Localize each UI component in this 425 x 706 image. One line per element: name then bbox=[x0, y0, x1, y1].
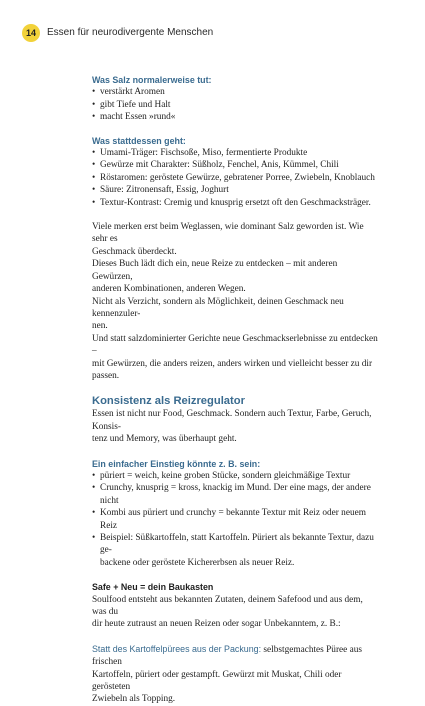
running-header-title: Essen für neurodivergente Menschen bbox=[47, 27, 214, 38]
section-title: Konsistenz als Reizregulator bbox=[92, 395, 245, 408]
text-line: nen. bbox=[92, 321, 108, 332]
text-line: Viele merken erst beim Weglassen, wie dominant Salz geworden ist. Wie sehr es bbox=[92, 222, 364, 245]
alternatives-list bbox=[92, 147, 379, 209]
list-item bbox=[92, 159, 379, 171]
list-item-text: Textur-Kontrast: Cremig und knusprig ersetzt oft den Geschmacksträger. bbox=[100, 197, 371, 208]
example-paragraph bbox=[92, 643, 379, 706]
list-item bbox=[92, 197, 379, 209]
text-line: mit Gewürzen, die anders reizen, anders wirken und vielleicht besser zu dir bbox=[92, 358, 373, 369]
list-item bbox=[92, 172, 379, 184]
text-line: Und statt salzdominierter Gerichte neue Geschmackserlebnisse zu entdecken – bbox=[92, 333, 378, 357]
salt-normal-list bbox=[92, 86, 379, 123]
list-item bbox=[92, 470, 379, 482]
list-item-text: • Beispiel: Süßkartoffeln, statt Kartoffeln. Püriert als bekannte Textur, dazu ge- bbox=[100, 533, 374, 556]
list-item-text: Säure: Zitronensaft, Essig, Joghurt bbox=[100, 185, 229, 196]
list-item bbox=[92, 482, 379, 507]
page-number-badge: 14 bbox=[22, 24, 40, 42]
list-item bbox=[92, 184, 379, 196]
list-item-text: püriert = weich, keine groben Stücke, sondern gleichmäßige Textur bbox=[100, 470, 351, 481]
text-line: tenz und Memory, was überhaupt geht. bbox=[92, 434, 237, 445]
entry-heading: Ein einfacher Einstieg könnte z. B. sein: bbox=[92, 458, 261, 469]
list-item: • verstärkt Aromen bbox=[92, 86, 379, 98]
text-line: Essen ist nicht nur Food, Geschmack. Sondern auch Textur, Farbe, Geruch, Konsis- bbox=[92, 409, 372, 432]
body-paragraph bbox=[92, 221, 379, 382]
text-line: passen. bbox=[92, 370, 120, 381]
safe-new-heading: Safe + Neu = dein Baukasten bbox=[92, 582, 214, 593]
list-item-text: Kombi aus püriert und crunchy = bekannte Textur mit Reiz oder neuem Reiz bbox=[100, 508, 366, 531]
text-line: dir heute zutraust an neuen Reizen oder sogar Unbekanntem, z. B.: bbox=[92, 619, 341, 630]
entry-list bbox=[92, 470, 379, 569]
salt-normal-heading: Was Salz normalerweise tut: bbox=[92, 75, 212, 85]
list-item bbox=[92, 507, 379, 532]
text-line: Soulfood entsteht aus bekannten Zutaten, deinem Safefood und aus dem, was du bbox=[92, 594, 363, 618]
list-item-text: backene oder geröstete Kichererbsen als neuer Reiz. bbox=[100, 557, 295, 568]
text-line: Zwiebeln als Topping. bbox=[92, 694, 176, 705]
example-first-line-rest: selbstgemachtes Püree aus frischen bbox=[92, 644, 363, 668]
text-line: Dieses Buch lädt dich ein, neue Reize zu entdecken – mit anderen Gewürzen, bbox=[92, 259, 338, 282]
list-item bbox=[92, 532, 379, 569]
list-item: • macht Essen »rund« bbox=[92, 111, 379, 123]
alternatives-heading: Was stattdessen geht: bbox=[92, 135, 186, 146]
list-item-text: Umami-Träger: Fischsoße, Miso, fermentierte Produkte bbox=[100, 148, 308, 159]
page-content bbox=[92, 74, 379, 706]
text-line: Geschmack überdeckt. bbox=[92, 246, 177, 257]
list-item-text: Crunchy, knusprig = kross, knackig im Mund. Der eine mags, der andere nicht bbox=[100, 483, 371, 506]
text-line: anderen Kombinationen, anderen Wegen. bbox=[92, 284, 246, 295]
list-item-text: Gewürze mit Charakter: Süßholz, Fenchel, Anis, Kümmel, Chili bbox=[100, 160, 339, 171]
list-item: • gibt Tiefe und Halt bbox=[92, 99, 379, 111]
example-lead: Statt des Kartoffelpürees aus der Packung: bbox=[92, 643, 262, 654]
list-item bbox=[92, 147, 379, 159]
text-line: Nicht als Verzicht, sondern als Möglichkeit, deinen Geschmack neu kennenzuler- bbox=[92, 296, 344, 319]
text-line bbox=[92, 643, 379, 669]
section-intro bbox=[92, 408, 379, 445]
safe-new-paragraph bbox=[92, 594, 379, 631]
list-item-text: Röstaromen: geröstete Gewürze, gebratener Porree, Zwiebeln, Knoblauch bbox=[100, 172, 375, 183]
text-line: Kartoffeln, püriert oder gestampft. Gewürzt mit Muskat, Chili oder gerösteten bbox=[92, 669, 342, 693]
